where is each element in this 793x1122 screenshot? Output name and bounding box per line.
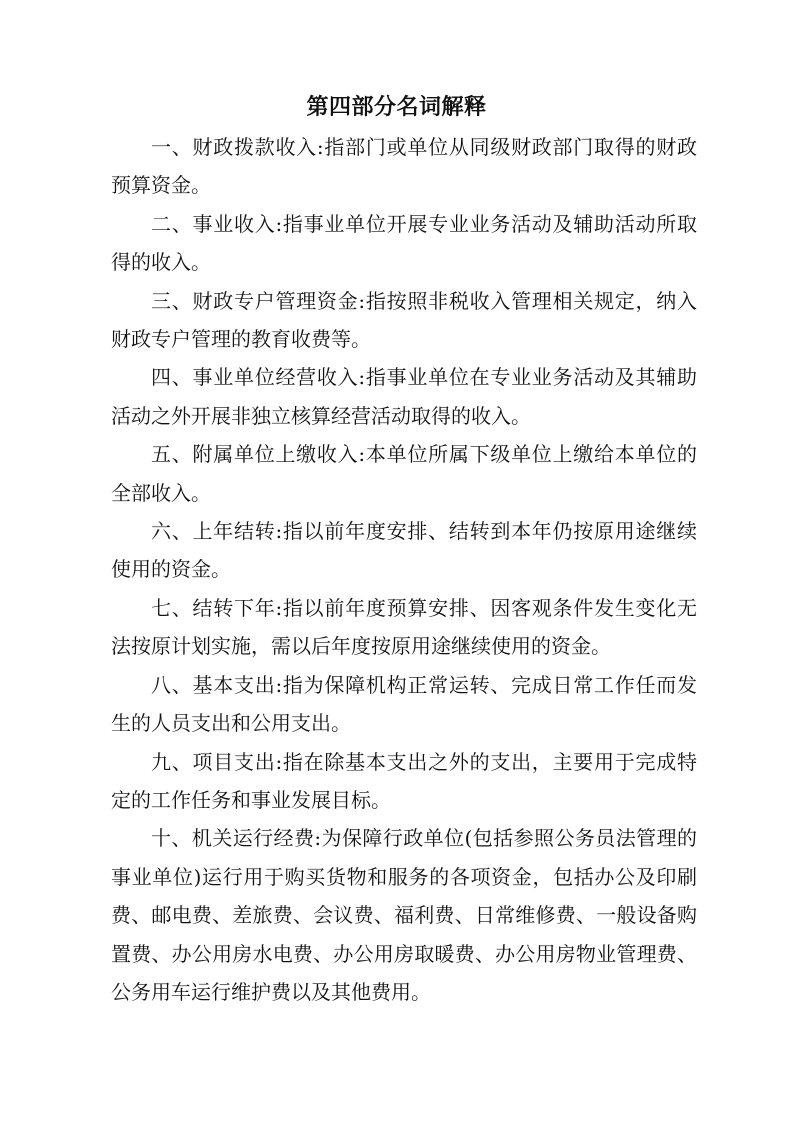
glossary-entry-4: 四、事业单位经营收入:指事业单位在专业业务活动及其辅助活动之外开展非独立核算经营活动取得的收入。 bbox=[111, 365, 697, 428]
glossary-entry-10: 十、机关运行经费:为保障行政单位(包括参照公务员法管理的事业单位)运行用于购买货物和服务的各项资金，包括办公及印刷费、邮电费、差旅费、会议费、福利费、日常维修费、一般设备购置费、办公用房水电费、办公用房取暖费、办公用房物业管理费、公务用车运行维护费以及其他费用。 bbox=[111, 826, 697, 1004]
glossary-entry-8: 八、基本支出:指为保障机构正常运转、完成日常工作任而发生的人员支出和公用支出。 bbox=[111, 672, 697, 736]
glossary-entry-6: 六、上年结转:指以前年度安排、结转到本年仍按原用途继续使用的资金。 bbox=[111, 519, 697, 582]
glossary-entry-5: 五、附属单位上缴收入:本单位所属下级单位上缴给本单位的全部收入。 bbox=[111, 442, 697, 505]
glossary-entries bbox=[111, 128, 697, 1011]
glossary-entry-3: 三、财政专户管理资金:指按照非税收入管理相关规定，纳入财政专户管理的教育收费等。 bbox=[111, 288, 697, 352]
glossary-entry-9: 九、项目支出:指在除基本支出之外的支出，主要用于完成特定的工作任务和事业发展目标。 bbox=[111, 749, 697, 812]
glossary-entry-7: 七、结转下年:指以前年度预算安排、因客观条件发生变化无法按原计划实施，需以后年度按原用途继续使用的资金。 bbox=[111, 595, 697, 659]
glossary-entry-2: 二、事业收入:指事业单位开展专业业务活动及辅助活动所取得的收入。 bbox=[111, 211, 697, 275]
glossary-entry-1: 一、财政拨款收入:指部门或单位从同级财政部门取得的财政预算资金。 bbox=[111, 135, 697, 198]
page-title: 第四部分名词解释 bbox=[306, 95, 487, 120]
